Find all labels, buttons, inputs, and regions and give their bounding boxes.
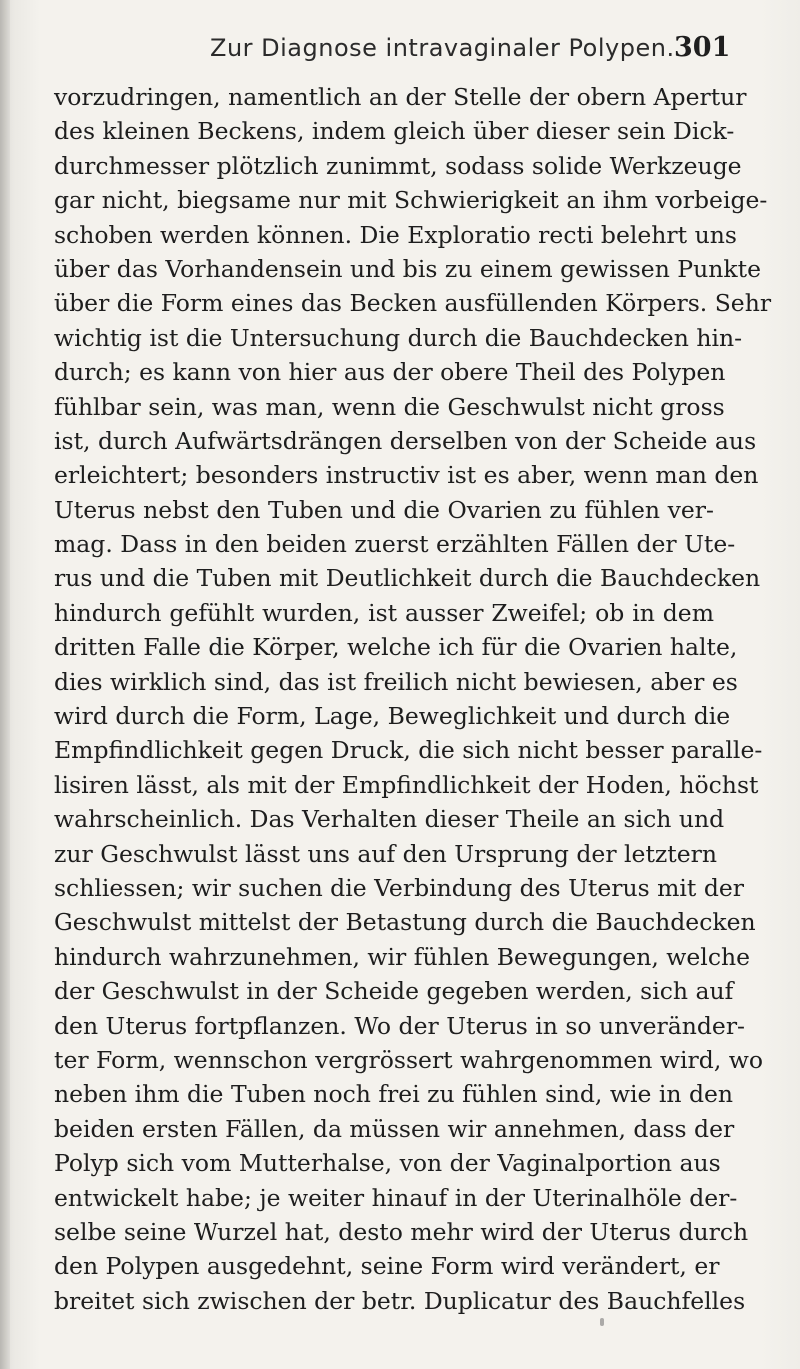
text-line: Geschwulst mittelst der Betastung durch die Bauchdecken — [54, 908, 756, 937]
text-line: hindurch wahrzunehmen, wir fühlen Bewegungen, welche — [54, 942, 751, 971]
text-line: ter Form, wennschon vergrössert wahrgenommen wird, wo — [54, 1045, 764, 1074]
text-line: durchmesser plötzlich zunimmt, sodass solide Werkzeuge — [54, 151, 742, 180]
text-line: vorzudringen, namentlich an der Stelle der obern Apertur — [54, 83, 747, 111]
text-line: zur Geschwulst lässt uns auf den Ursprung der letztern — [54, 839, 718, 868]
text-line: beiden ersten Fällen, da müssen wir annehmen, dass der — [54, 1114, 735, 1143]
text-line: wird durch die Form, Lage, Beweglichkeit und durch die — [54, 702, 731, 731]
text-line: mag. Dass in den beiden zuerst erzählten Fällen der Ute- — [54, 530, 736, 559]
body-text — [54, 80, 772, 1318]
text-line: entwickelt habe; je weiter hinauf in der Uterinalhöle der- — [54, 1183, 738, 1212]
text-line: der Geschwulst in der Scheide gegeben werden, sich auf — [54, 977, 734, 1006]
text-line: wahrscheinlich. Das Verhalten dieser Theile an sich und — [54, 805, 725, 834]
text-line: hindurch gefühlt wurden, ist ausser Zweifel; ob in dem — [54, 598, 714, 627]
page-number: 301 — [674, 32, 731, 63]
text-line: erleichtert; besonders instructiv ist es aber, wenn man den — [54, 461, 759, 490]
text-line: rus und die Tuben mit Deutlichkeit durch die Bauchdecken — [54, 564, 761, 593]
print-speck — [600, 1318, 604, 1326]
text-line: schoben werden können. Die Exploratio recti belehrt uns — [54, 220, 737, 249]
text-line: Polyp sich vom Mutterhalse, von der Vaginalportion aus — [54, 1149, 721, 1178]
text-line: Empfindlichkeit gegen Druck, die sich nicht besser paralle- — [54, 736, 763, 765]
text-line: selbe seine Wurzel hat, desto mehr wird der Uterus durch — [54, 1217, 749, 1246]
page-header — [0, 34, 800, 74]
text-line: neben ihm die Tuben noch frei zu fühlen sind, wie in den — [54, 1080, 734, 1109]
text-line: fühlbar sein, was man, wenn die Geschwulst nicht gross — [54, 392, 725, 421]
text-line: gar nicht, biegsame nur mit Schwierigkeit an ihm vorbeige- — [54, 186, 768, 215]
text-line: über das Vorhandensein und bis zu einem gewissen Punkte — [54, 254, 761, 283]
text-line: dies wirklich sind, das ist freilich nicht bewiesen, aber es — [54, 667, 738, 696]
text-line: breitet sich zwischen der betr. Duplicatur des Bauchfelles — [54, 1286, 746, 1315]
text-line: den Polypen ausgedehnt, seine Form wird verändert, er — [54, 1252, 720, 1281]
text-line: ist, durch Aufwärtsdrängen derselben von der Scheide aus — [54, 426, 757, 455]
text-line: wichtig ist die Untersuchung durch die Bauchdecken hin- — [54, 323, 743, 352]
text-line: durch; es kann von hier aus der obere Theil des Polypen — [54, 358, 726, 387]
binding-edge — [0, 0, 10, 1369]
text-line: des kleinen Beckens, indem gleich über dieser sein Dick- — [54, 117, 735, 146]
text-line: über die Form eines das Becken ausfüllenden Körpers. Sehr — [54, 289, 772, 318]
text-line: den Uterus fortpflanzen. Wo der Uterus in so unveränder- — [54, 1011, 746, 1040]
text-line: Uterus nebst den Tuben und die Ovarien zu fühlen ver- — [54, 495, 714, 524]
text-line: schliessen; wir suchen die Verbindung des Uterus mit der — [54, 873, 745, 902]
text-line: dritten Falle die Körper, welche ich für die Ovarien halte, — [54, 633, 738, 662]
text-line: lisiren lässt, als mit der Empfindlichkeit der Hoden, höchst — [54, 770, 759, 799]
running-title: Zur Diagnose intravaginaler Polypen. — [210, 34, 675, 62]
